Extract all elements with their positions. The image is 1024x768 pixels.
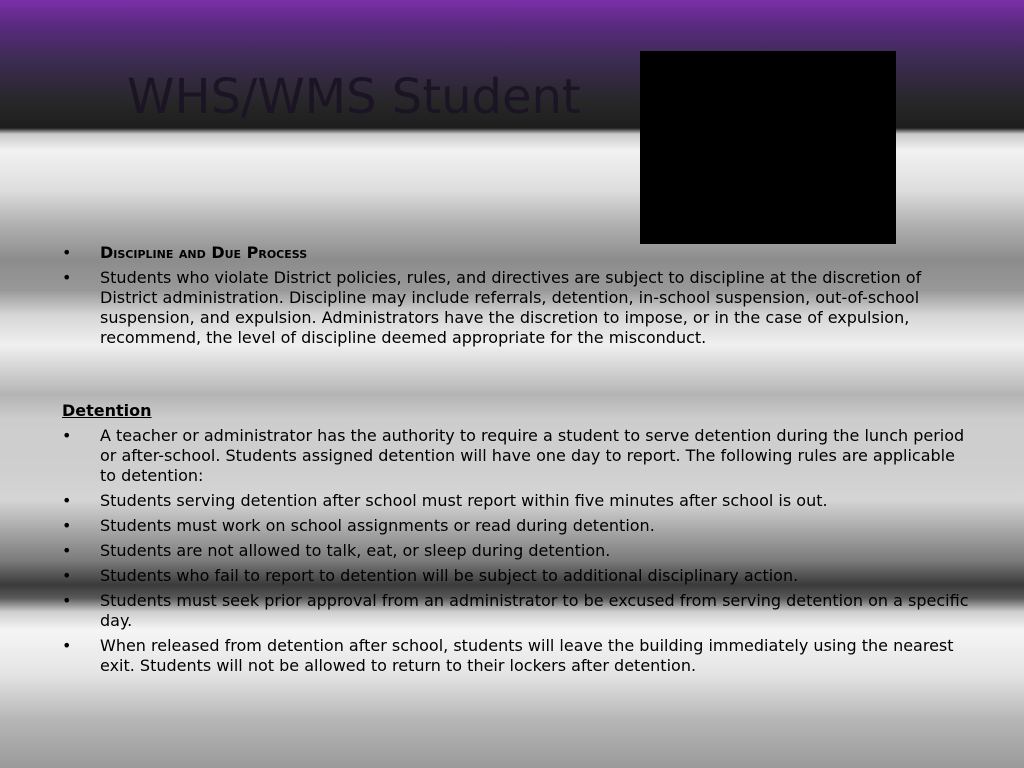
list-item-text: Students serving detention after school must report within five minutes after school is out. <box>100 491 828 510</box>
list-item <box>62 268 972 348</box>
list-item-text: Students must work on school assignments or read during detention. <box>100 516 655 535</box>
redaction-block <box>640 51 896 244</box>
bullet-icon: • <box>62 566 72 585</box>
bullet-icon: • <box>62 516 72 535</box>
list-item <box>62 426 972 486</box>
bullet-icon: • <box>62 268 72 287</box>
bullet-icon: • <box>62 491 72 510</box>
bullet-icon: • <box>62 243 72 262</box>
list-item-text: Students who violate District policies, rules, and directives are subject to discipline at the discretion of District administration. Discipline may include referrals, detention, in-school suspension, out-of-school suspension, and expulsion. Administrators have the discretion to impose, or in the case of expulsion, recommend, the level of discipline deemed appropriate for the misconduct. <box>100 268 922 347</box>
detention-list <box>62 426 972 676</box>
list-item <box>62 491 972 511</box>
slide-title: WHS/WMS Student <box>127 69 581 125</box>
list-item <box>62 591 972 631</box>
detention-heading: Detention <box>62 401 152 420</box>
list-item <box>62 541 972 561</box>
list-item-text: Students who fail to report to detention will be subject to additional disciplinary action. <box>100 566 799 585</box>
bullet-icon: • <box>62 636 72 655</box>
bullet-icon: • <box>62 541 72 560</box>
list-item-text: A teacher or administrator has the authority to require a student to serve detention during the lunch period or after-school. Students assigned detention will have one day to report. The following rules are applicable to detention: <box>100 426 965 485</box>
list-item-text: When released from detention after school, students will leave the building immediately using the nearest exit. Students will not be allowed to return to their lockers after detention. <box>100 636 954 675</box>
bullet-icon: • <box>62 426 72 445</box>
list-item-text: Students must seek prior approval from an administrator to be excused from serving detention on a specific day. <box>100 591 969 630</box>
list-item <box>62 566 972 586</box>
list-item <box>62 636 972 676</box>
bullet-icon: • <box>62 591 72 610</box>
list-item-text: Students are not allowed to talk, eat, or sleep during detention. <box>100 541 611 560</box>
slide-content <box>62 243 972 681</box>
list-item <box>62 516 972 536</box>
discipline-list <box>62 243 972 348</box>
discipline-heading: Discipline and Due Process <box>100 243 308 262</box>
list-item <box>62 243 972 263</box>
